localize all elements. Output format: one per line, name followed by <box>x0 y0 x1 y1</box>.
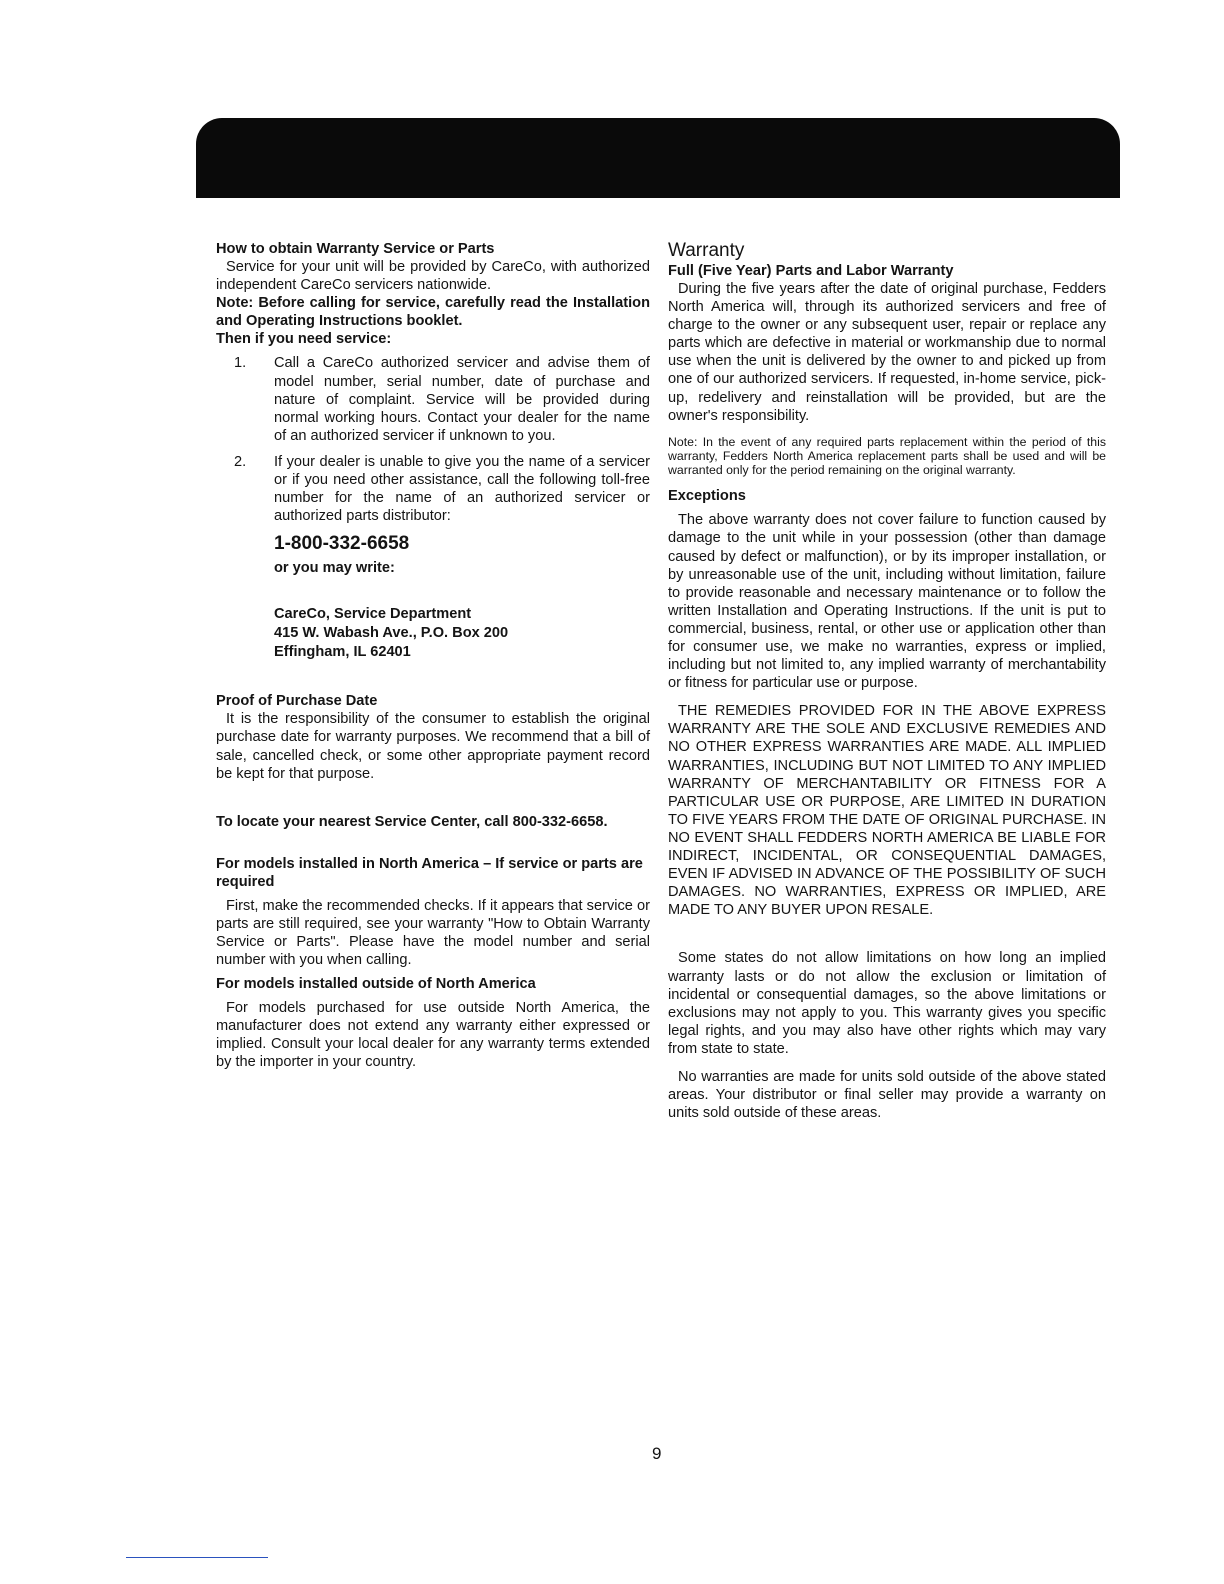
full-warranty-text: During the five years after the date of original purchase, Fedders North America will, through its authorized servicers and free of charge to the owner or any subsequent user, repair or replace any parts which are defective in material or workmanship due to normal use when the unit is delivered by the owner to and picked up from one of our authorized servicers. If requested, in-home service, pick-up, redelivery and reinstallation will be provided, but are the owner's responsibility. <box>668 281 1106 424</box>
outside-text: For models purchased for use outside North America, the manufacturer does not extend any warranty either expressed or implied. Consult your local dealer for any warranty terms extended by the importer in your country. <box>216 1000 650 1071</box>
address-line: Effingham, IL 62401 <box>274 644 411 661</box>
service-address <box>274 605 650 662</box>
address-line: 415 W. Wabash Ave., P.O. Box 200 <box>274 625 509 642</box>
step-text: Call a CareCo authorized servicer and advise them of model number, serial number, date of purchase and nature of complaint. Service will be provided during normal working hours. Contact your dealer for the name of an authorized servicer if unknown to you. <box>274 355 650 444</box>
address-line: CareCo, Service Department <box>274 606 472 623</box>
phone-number: 1-800-332-6658 <box>274 533 410 555</box>
step-number: 1. <box>234 355 247 372</box>
service-steps <box>216 354 650 525</box>
locate-text: To locate your nearest Service Center, call 800-332-6658. <box>216 813 608 830</box>
outside-heading: For models installed outside of North America <box>216 976 536 993</box>
header-bar <box>196 118 1120 198</box>
north-america-heading: For models installed in North America – If service or parts are required <box>216 855 643 890</box>
exceptions-heading: Exceptions <box>668 488 746 505</box>
then-text: Then if you need service: <box>216 331 392 348</box>
step-text: If your dealer is unable to give you the name of a servicer or if you need other assistance, call the following toll-free number for the name of an authorized servicer or authorized parts distributor: <box>274 453 650 525</box>
page-number: 9 <box>652 1444 662 1463</box>
obtain-text: Service for your unit will be provided by CareCo, with authorized independent CareCo servicers nationwide. <box>216 259 650 294</box>
states-text: Some states do not allow limitations on how long an implied warranty lasts or do not allow the exclusion or limitation of incidental or consequential damages, so the above limitations or exclusions may not apply to you. This warranty gives you specific legal rights, and you may also have other rights which may vary from state to state. <box>668 950 1106 1057</box>
remedies-text: THE REMEDIES PROVIDED FOR IN THE ABOVE EXPRESS WARRANTY ARE THE SOLE AND EXCLUSIVE REMEDIES AND NO OTHER EXPRESS WARRANTIES ARE MADE. ALL IMPLIED WARRANTIES, INCLUDING BUT NOT LIMITED TO ANY IMPLIED WARRANTY OF MERCHANTABILITY OR FITNESS FOR A PARTICULAR USE OR PURPOSE, ARE LIMITED IN DURATION TO FIVE YEARS FROM THE DATE OF ORIGINAL PURCHASE. IN NO EVENT SHALL FEDDERS NORTH AMERICA BE LIABLE FOR INDIRECT, INCIDENTAL, OR CONSEQUENTIAL DAMAGES, EVEN IF ADVISED IN ADVANCE OF THE POSSIBILITY OF SUCH DAMAGES. NO WARRANTIES, EXPRESS OR IMPLIED, ARE MADE TO ANY BUYER UPON RESALE. <box>668 703 1106 919</box>
step-number: 2. <box>234 453 247 470</box>
left-column <box>216 240 650 1072</box>
no-warranties-text: No warranties are made for units sold outside of the above stated areas. Your distributor or final seller may provide a warranty on units sold outside of these areas. <box>668 1068 1106 1122</box>
north-america-text: First, make the recommended checks. If it appears that service or parts are still required, see your warranty "How to Obtain Warranty Service or Parts". Please have the model number and serial number with you when calling. <box>216 897 650 969</box>
or-write: or you may write: <box>274 560 395 577</box>
note-text: Note: Before calling for service, carefully read the Installation and Operating Instructions booklet. <box>216 295 650 330</box>
proof-heading: Proof of Purchase Date <box>216 693 378 710</box>
exceptions-text: The above warranty does not cover failure to function caused by damage to the unit while in your possession (other than damage caused by defect or malfunction), or by its improper installation, or by unreasonable use of the unit, including without limitation, failure to provide reasonable and necessary maintenance or to follow the written Installation and Operating Instructions. If the unit is put to commercial, business, rental, or other use or application other than for consumer use, we make no warranties, express or implied, including but not limited to, any implied warranty of merchantability or fitness for particular use or purpose. <box>668 512 1106 692</box>
right-column <box>668 240 1106 1122</box>
warranty-title: Warranty <box>668 240 745 261</box>
list-item <box>216 453 650 525</box>
bottom-rule <box>126 1557 268 1558</box>
proof-text: It is the responsibility of the consumer to establish the original purchase date for warranty purposes. We recommend that a bill of sale, cancelled check, or some other appropriate payment record be kept for that purpose. <box>216 711 650 782</box>
full-warranty-heading: Full (Five Year) Parts and Labor Warranty <box>668 263 954 279</box>
list-item <box>216 354 650 444</box>
parts-note: Note: In the event of any required parts replacement within the period of this warranty, Fedders North America replacement parts shall be used and will be warranted only for the period remaining on the original warranty. <box>668 434 1106 478</box>
obtain-heading: How to obtain Warranty Service or Parts <box>216 241 495 257</box>
